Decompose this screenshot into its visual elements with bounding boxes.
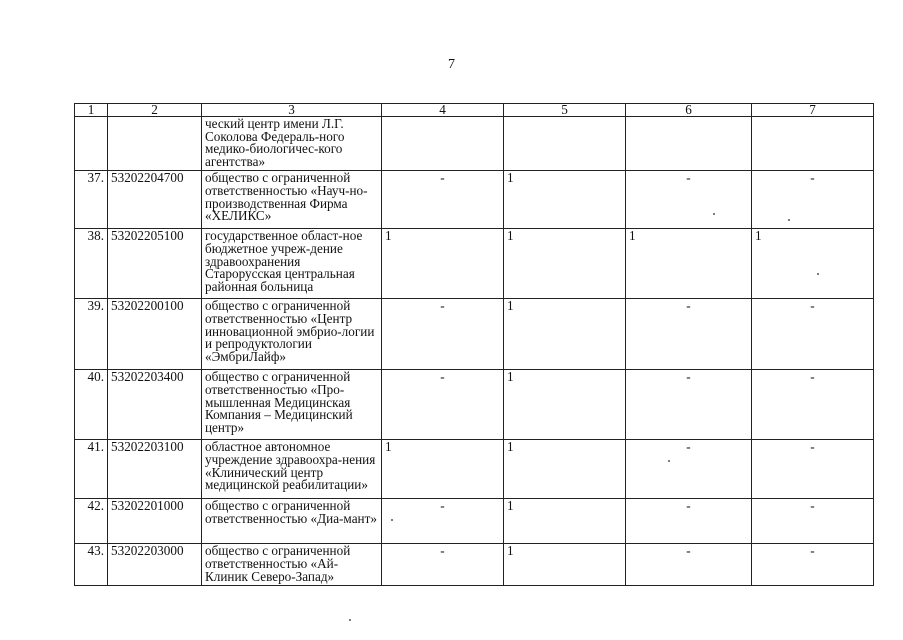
table-row (75, 544, 874, 586)
row-col5: 1 (504, 171, 626, 229)
row-code: 53202201000 (108, 499, 202, 544)
row-number: 39. (75, 299, 108, 370)
row-code: 53202204700 (108, 171, 202, 229)
table-row (75, 440, 874, 499)
row-code: 53202203400 (108, 370, 202, 440)
header-cell: 1 (75, 104, 108, 117)
row-col7: - (752, 544, 874, 586)
scan-speck (788, 219, 790, 221)
row-col7: - (752, 299, 874, 370)
scan-speck (391, 519, 393, 521)
table-row (75, 299, 874, 370)
page-number: 7 (448, 57, 455, 72)
row-col5: 1 (504, 370, 626, 440)
row-col4: - (382, 171, 504, 229)
row-col7: - (752, 171, 874, 229)
row-col7: - (752, 499, 874, 544)
row-number: 41. (75, 440, 108, 499)
row-number: 38. (75, 229, 108, 299)
table-row (75, 171, 874, 229)
header-cell: 6 (626, 104, 752, 117)
row-number: 42. (75, 499, 108, 544)
row-name: общество с ограниченной ответственностью «Науч-но-производственная Фирма «ХЕЛИКС» (202, 171, 382, 229)
header-cell: 4 (382, 104, 504, 117)
row-number: 40. (75, 370, 108, 440)
table-row (75, 370, 874, 440)
row-col7: 1 (752, 229, 874, 299)
row-name: областное автономное учреждение здравоохра-нения «Клинический центр медицинской реабилитации» (202, 440, 382, 499)
header-row (75, 104, 874, 117)
row-col5 (504, 117, 626, 171)
row-name: общество с ограниченной ответственностью «Ай-Клиник Северо-Запад» (202, 544, 382, 586)
header-cell: 2 (108, 104, 202, 117)
row-col7 (752, 117, 874, 171)
data-table (74, 103, 874, 586)
table-row (75, 499, 874, 544)
row-col5: 1 (504, 229, 626, 299)
row-code: 53202203100 (108, 440, 202, 499)
row-col6: - (626, 440, 752, 499)
row-name: общество с ограниченной ответственностью «Диа-мант» (202, 499, 382, 544)
row-col7: - (752, 440, 874, 499)
scan-speck (713, 213, 715, 215)
row-col6: - (626, 370, 752, 440)
row-number: 43. (75, 544, 108, 586)
row-col4: - (382, 544, 504, 586)
row-col6: - (626, 171, 752, 229)
row-name: общество с ограниченной ответственностью «Центр инновационной эмбрио-логии и репродуктологии «ЭмбриЛайф» (202, 299, 382, 370)
row-col7: - (752, 370, 874, 440)
row-col5: 1 (504, 299, 626, 370)
scan-speck (668, 460, 670, 462)
scan-speck (349, 619, 351, 621)
row-col5: 1 (504, 499, 626, 544)
row-code: 53202203000 (108, 544, 202, 586)
row-code: 53202205100 (108, 229, 202, 299)
row-name: государственное област-ное бюджетное учреж-дение здравоохранения Старорусская центральная районная больница (202, 229, 382, 299)
row-col6: - (626, 499, 752, 544)
row-col4: - (382, 499, 504, 544)
row-code: 53202200100 (108, 299, 202, 370)
row-number (75, 117, 108, 171)
row-name: общество с ограниченной ответственностью «Про-мышленная Медицинская Компания – Медицинский центр» (202, 370, 382, 440)
table-row (75, 229, 874, 299)
row-col4: - (382, 370, 504, 440)
header-cell: 3 (202, 104, 382, 117)
row-number: 37. (75, 171, 108, 229)
header-cell: 5 (504, 104, 626, 117)
row-col4: 1 (382, 229, 504, 299)
scan-speck (817, 273, 819, 275)
row-col6: - (626, 299, 752, 370)
row-code (108, 117, 202, 171)
row-name: ческий центр имени Л.Г. Соколова Федераль-ного медико-биологичес-кого агентства» (202, 117, 382, 171)
row-col5: 1 (504, 544, 626, 586)
row-col6: - (626, 544, 752, 586)
row-col6 (626, 117, 752, 171)
row-col4: - (382, 299, 504, 370)
row-col4: 1 (382, 440, 504, 499)
row-col5: 1 (504, 440, 626, 499)
table-row (75, 117, 874, 171)
row-col6: 1 (626, 229, 752, 299)
row-col4 (382, 117, 504, 171)
header-cell: 7 (752, 104, 874, 117)
